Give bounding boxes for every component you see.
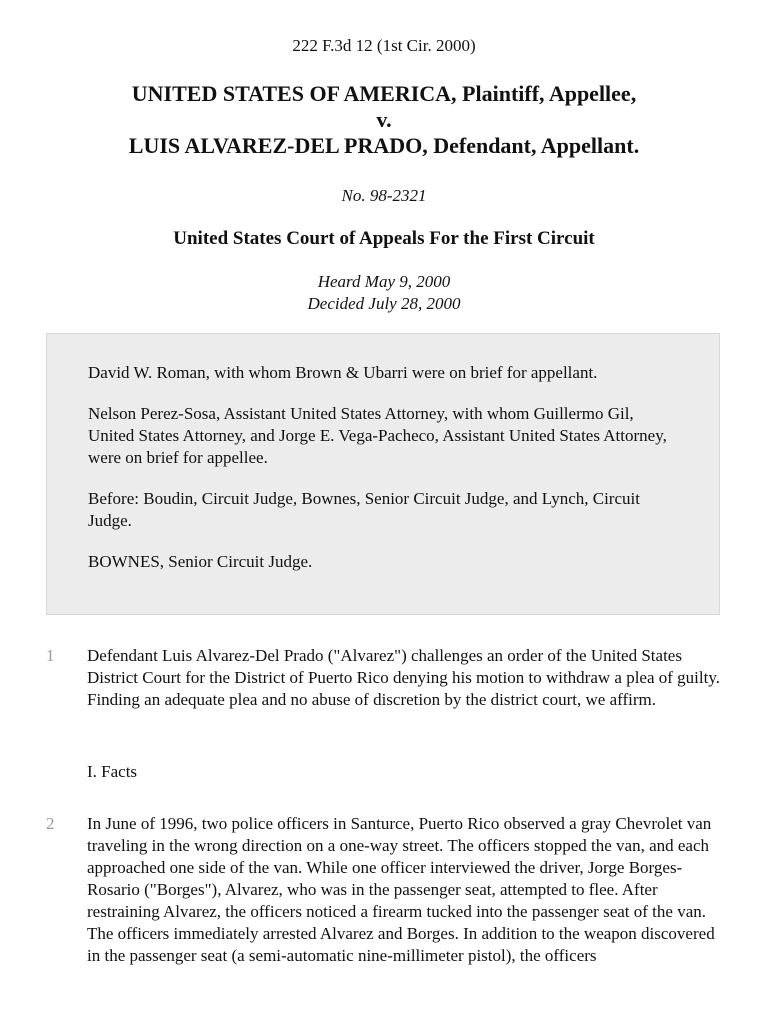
court-name: United States Court of Appeals For the First Circuit: [173, 228, 595, 249]
decided-date: Decided July 28, 2000: [307, 294, 461, 313]
paragraph-number: 1: [46, 646, 55, 665]
caption-plaintiff: UNITED STATES OF AMERICA, Plaintiff, Appellee,: [131, 81, 637, 106]
caption-defendant: LUIS ALVAREZ-DEL PRADO, Defendant, Appellant.: [128, 133, 640, 158]
opinion-author: BOWNES, Senior Circuit Judge.: [88, 552, 313, 571]
case-citation: 222 F.3d 12 (1st Cir. 2000): [292, 36, 476, 55]
appellee-counsel: Nelson Perez-Sosa, Assistant United States Attorney, with whom Guillermo Gil, United States Attorney, and Jorge E. Vega-Pacheco, Assistant United States Attorney, were on brief for appellee.: [88, 404, 667, 467]
appellant-counsel: David W. Roman, with whom Brown & Ubarri were on brief for appellant.: [88, 363, 598, 382]
paragraph-number: 2: [46, 814, 55, 833]
caption-versus: v.: [376, 107, 392, 132]
counsel-panel: [46, 333, 720, 615]
case-caption: [0, 81, 768, 159]
paragraph-text: In June of 1996, two police officers in Santurce, Puerto Rico observed a gray Chevrolet van traveling in the wrong direction on a one-way street. The officers stopped the van, and each approached one side of the van. While one officer interviewed the driver, Jorge Borges-Rosario ("Borges"), Alvarez, who was in the passenger seat, attempted to flee. After restraining Alvarez, the officers noticed a firearm tucked into the passenger seat of the van. The officers immediately arrested Alvarez and Borges. In addition to the weapon discovered in the passenger seat (a semi-automatic nine-millimeter pistol), the officers: [87, 814, 715, 965]
docket-number: No. 98-2321: [341, 186, 427, 205]
section-heading: I. Facts: [87, 762, 138, 781]
panel-judges: Before: Boudin, Circuit Judge, Bownes, Senior Circuit Judge, and Lynch, Circuit Judge.: [88, 489, 640, 530]
heard-date: Heard May 9, 2000: [317, 272, 451, 291]
paragraph-text: Defendant Luis Alvarez-Del Prado ("Alvarez") challenges an order of the United States District Court for the District of Puerto Rico denying his motion to withdraw a plea of guilty. Finding an adequate plea and no abuse of discretion by the district court, we affirm.: [87, 646, 720, 709]
hearing-dates: [0, 271, 768, 315]
